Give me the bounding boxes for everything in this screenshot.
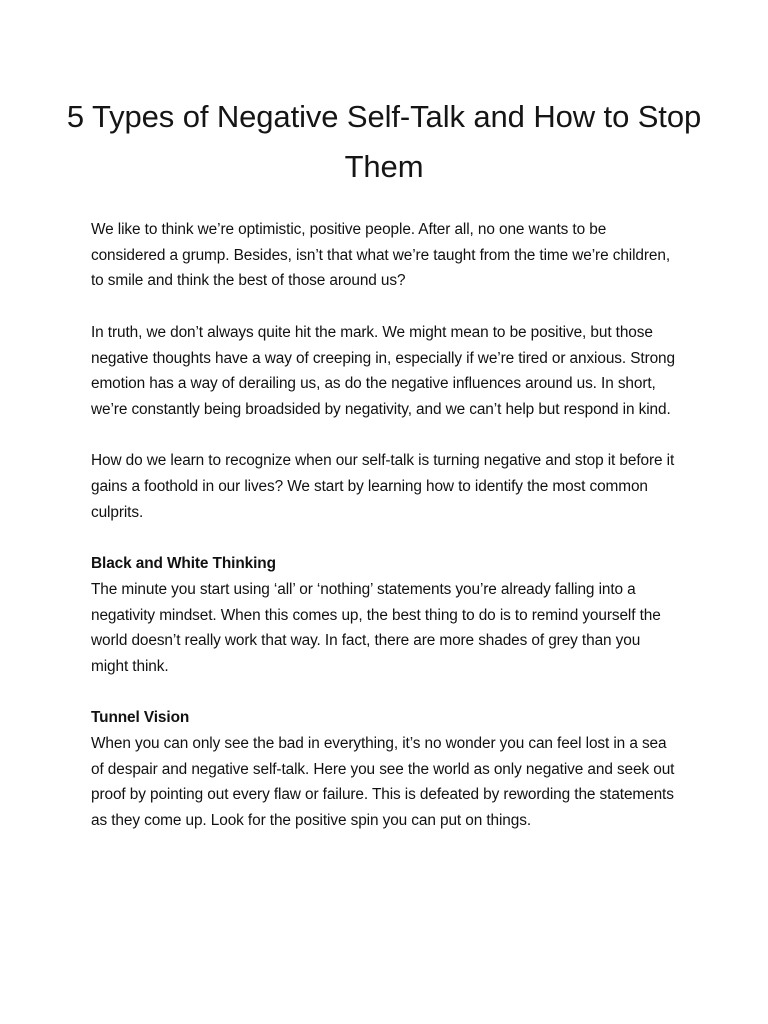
section-black-and-white-thinking — [91, 551, 681, 680]
section-heading: Black and White Thinking — [91, 555, 276, 573]
intro-paragraph-3: How do we learn to recognize when our self-talk is turning negative and stop it before it gains a foothold in our lives? We start by learning how to identify the most common culprits. — [91, 452, 675, 521]
document-body — [91, 217, 681, 860]
section-tunnel-vision — [91, 705, 681, 834]
section-heading: Tunnel Vision — [91, 709, 190, 727]
section-text: When you can only see the bad in everything, it’s no wonder you can feel lost in a sea of despair and negative self-talk. Here you see the world as only negative and seek out proof by pointing out every flaw or failure. This is defeated by rewording the statements as they come up. Look for the positive spin you can put on things. — [91, 735, 675, 830]
intro-paragraph-1: We like to think we’re optimistic, positive people. After all, no one wants to be considered a grump. Besides, isn’t that what we’re taught from the time we’re children, to smile and think the best of those around us? — [91, 221, 670, 290]
document-title: 5 Types of Negative Self-Talk and How to Stop Them — [66, 99, 702, 184]
section-text: The minute you start using ‘all’ or ‘nothing’ statements you’re already falling into a negativity mindset. When this comes up, the best thing to do is to remind yourself the world doesn’t really work that way. In fact, there are more shades of grey than you might think. — [91, 580, 661, 675]
intro-paragraph-2: In truth, we don’t always quite hit the mark. We might mean to be positive, but those negative thoughts have a way of creeping in, especially if we’re tired or anxious. Strong emotion has a way of derailing us, as do the negative influences around us. In short, we’re constantly being broadsided by negativity, and we can’t help but respond in kind. — [91, 323, 675, 418]
